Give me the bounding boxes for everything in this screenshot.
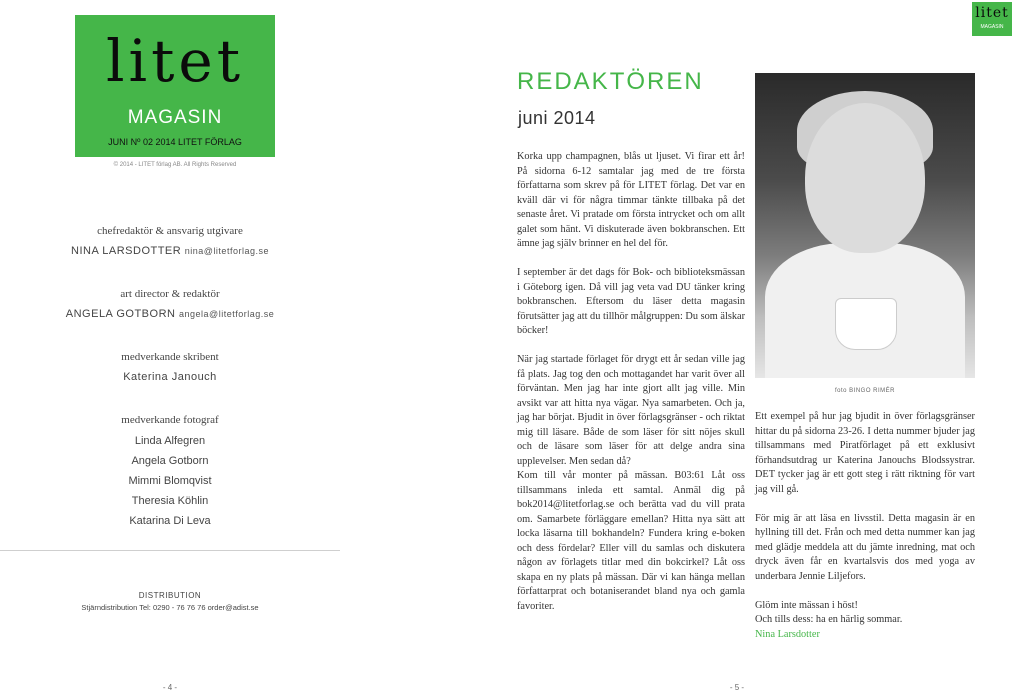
article-column-right — [755, 410, 975, 642]
credit-name: NINA LARSDOTTER — [71, 245, 182, 257]
right-page — [512, 0, 1024, 695]
photographer-name: Katarina Di Leva — [129, 515, 211, 527]
section-divider — [0, 550, 340, 551]
credit-role: art director & redaktör — [120, 288, 220, 300]
photographer-name: Mimmi Blomqvist — [128, 475, 212, 487]
photo-face-shape — [805, 103, 925, 253]
corner-logo-wordmark: litet — [975, 5, 1009, 21]
photographer-name: Angela Gotborn — [131, 455, 209, 467]
credit-writer — [0, 351, 340, 387]
page-number-left: - 4 - — [162, 683, 178, 692]
credit-email-link[interactable]: nina@litetforlag.se — [184, 246, 269, 256]
article-subhead: juni 2014 — [518, 108, 596, 128]
photo-credit: foto BINGO RIMÉR — [834, 388, 895, 394]
article-paragraph: Korka upp champagnen, blås ut ljuset. Vi firar ett år! På sidorna 6-12 samtalar jag med de tre första författarna som skrev på för LITET förlag. Det var en kväll där vi för några timmar tänkte tillbaka på det senaste året. Vi pratade om första intrycket och om allt galet som hänt. Vi diskuterade även bokbranschen. Ett ämne jag själv brinner en hel del för. — [517, 151, 745, 249]
corner-logo-subtitle: MAGASIN — [980, 24, 1004, 30]
photographer-name: Theresia Köhlin — [131, 495, 209, 507]
article-paragraph: I september är det dags för Bok- och biblioteksmässan i Göteborg igen. Då vill jag veta vad DU tänker kring bokbranschen. Eftersom du läser detta magasin förutsätter jag att du tillhör målgruppen: Du som älskar böcker! — [517, 267, 745, 336]
credits-list — [0, 225, 340, 558]
credit-role: medverkande fotograf — [121, 414, 219, 426]
article-paragraph: Ett exempel på hur jag bjudit in över förlagsgränser hittar du på sidorna 23-26. I detta nummer bjuder jag tillsammans med Piratförlaget på ett exklusivt förhandsutdrag ur Katerina Janouchs Blodssystrar. DET tycker jag är ett gott steg i rätt riktning för vart jag vill gå. — [755, 411, 975, 495]
editor-portrait-photo — [755, 73, 975, 378]
photographer-name: Linda Alfegren — [134, 435, 206, 447]
litet-magasin-logo — [75, 15, 275, 157]
closing-line: Och tills dess: ha en härlig sommar. — [755, 614, 903, 625]
credit-photographers — [0, 414, 340, 531]
logo-subtitle: MAGASIN — [127, 107, 223, 128]
distribution-contact: Stjärndistribution Tel: 0290 - 76 76 76 order@adist.se — [81, 603, 259, 612]
credit-name: ANGELA GOTBORN — [65, 308, 176, 320]
photographer-list — [0, 431, 340, 531]
credit-name-line — [0, 242, 340, 261]
credit-email-link[interactable]: angela@litetforlag.se — [179, 309, 275, 319]
closing-line: Glöm inte mässan i höst! — [755, 599, 858, 611]
corner-logo — [972, 2, 1012, 36]
copyright-notice: © 2014 - LITET förlag AB. All Rights Reserved — [113, 162, 237, 168]
article-paragraph: Kom till vår monter på mässan. B03:61 Låt oss tillsammans inleda ett samtal. Anmäl dig på bok2014@litetforlag.se och berätta vad du vill prata om. Samarbete förläggare emellan? Hitta nya sätt att locka läsarna till bokhandeln? Fundera kring e-boken och dess fördelar? Eller vill du samlas och diskutera någon av förlagets titlar med din bokcirkel? Låt oss skapa en ny plats på mässan. Där vi kan hänga mellan författarprat och botaniserandet bland nya och gamla favoriter. — [517, 470, 745, 612]
credit-role: medverkande skribent — [121, 351, 219, 363]
article-column-left — [517, 150, 745, 614]
logo-issue-line: JUNI Nº 02 2014 LITET FÖRLAG — [108, 137, 242, 147]
credit-editor-in-chief — [0, 225, 340, 261]
page-number-right: - 5 - — [729, 683, 745, 692]
article-paragraph: När jag startade förlaget för drygt ett år sedan ville jag få plats. Jag tog den och mottagandet har varit över all förväntan. Men jag har inte gjort allt jag ville. Min avsikt var att hitta nya vägar. Nya samarbeten. Och ja, jag har börjat. Bjudit in över förlagsgränser - och riktat mig till läsare. Både de som läser för sitt nöjes skull och de läsare som läser för att delge andra sina upplevelser. Men sedan då? — [517, 354, 745, 467]
logo-wordmark: litet — [105, 27, 245, 95]
credit-role: chefredaktör & ansvarig utgivare — [97, 225, 243, 237]
photo-cup-shape — [835, 298, 897, 350]
credit-name: Katerina Janouch — [123, 371, 217, 383]
credit-art-director — [0, 288, 340, 324]
article-paragraph: För mig är att läsa en livsstil. Detta magasin är en hyllning till det. Från och med detta nummer kan jag med glädje meddela att du jämte inredning, mat och dryck även får en kvartalsvis dos med yoga av underbara Jennie Liljefors. — [755, 512, 975, 582]
signature: Nina Larsdotter — [755, 628, 820, 640]
distribution-title: DISTRIBUTION — [138, 591, 202, 600]
credit-name-line — [0, 305, 340, 324]
article-headline: REDAKTÖREN — [517, 68, 704, 95]
